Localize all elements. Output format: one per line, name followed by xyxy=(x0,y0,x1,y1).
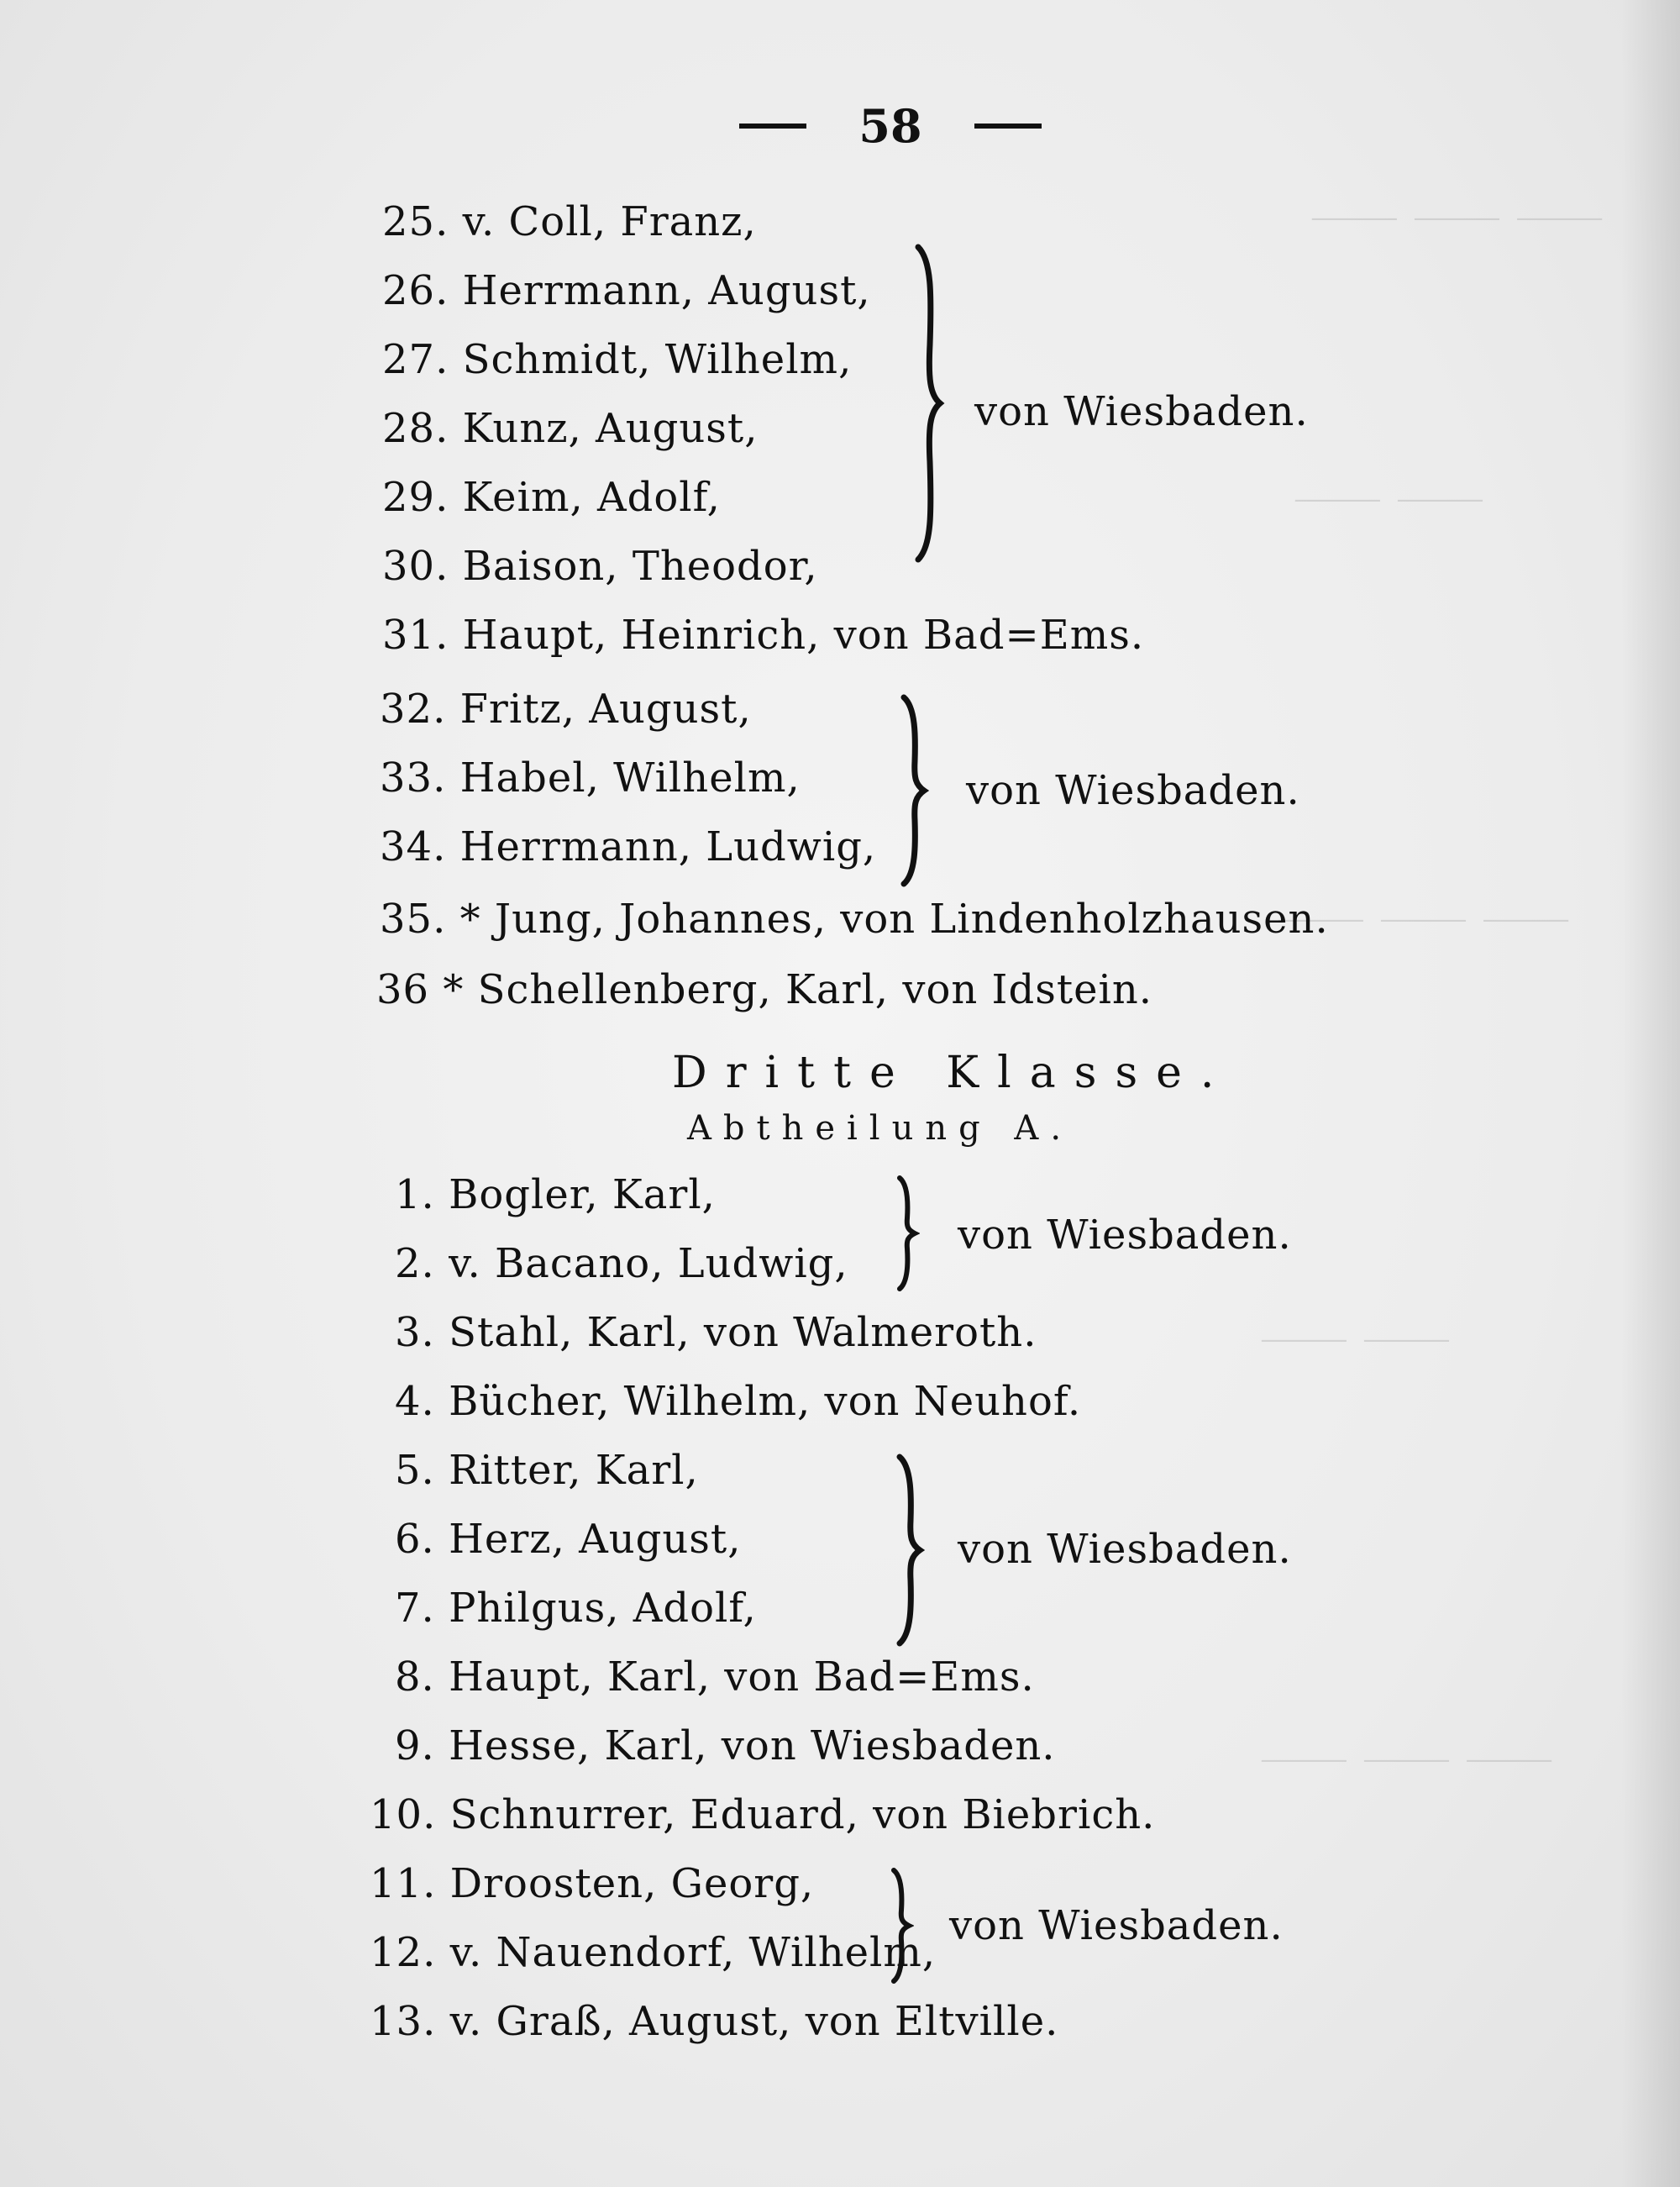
page-gutter-shadow xyxy=(1621,0,1680,2187)
list-item: 12. v. Nauendorf, Wilhelm, xyxy=(370,1929,937,1976)
section-subtitle: Abtheilung A. xyxy=(687,1109,1074,1148)
list-item: 5. Ritter, Karl, xyxy=(395,1447,699,1494)
list-item: 1. Bogler, Karl, xyxy=(395,1171,716,1218)
list-item: 29. Keim, Adolf, xyxy=(382,474,721,521)
list-item: 11. Droosten, Georg, xyxy=(370,1860,815,1907)
list-item: 33. Habel, Wilhelm, xyxy=(380,754,801,802)
list-item: 7. Philgus, Adolf, xyxy=(395,1585,757,1632)
list-item: 25. v. Coll, Franz, xyxy=(382,198,757,245)
list-item: 34. Herrmann, Ludwig, xyxy=(380,823,877,870)
list-item: 36 * Schellenberg, Karl, von Idstein. xyxy=(376,966,1153,1013)
brace-icon xyxy=(889,1867,914,1985)
list-item: 35. * Jung, Johannes, von Lindenholzhausen. xyxy=(380,896,1329,943)
list-item: 3. Stahl, Karl, von Walmeroth. xyxy=(395,1309,1037,1356)
list-item: 27. Schmidt, Wilhelm, xyxy=(382,336,853,383)
list-item: 31. Haupt, Heinrich, von Bad=Ems. xyxy=(382,612,1145,659)
list-item: 30. Baison, Theodor, xyxy=(382,543,818,590)
brace-icon xyxy=(899,694,929,887)
list-item: 2. v. Bacano, Ludwig, xyxy=(395,1240,848,1287)
list-item: 6. Herz, August, xyxy=(395,1516,742,1563)
list-item: 8. Haupt, Karl, von Bad=Ems. xyxy=(395,1653,1035,1701)
section-title: Dritte Klasse. xyxy=(672,1048,1233,1098)
brace-icon xyxy=(911,244,945,563)
list-item: 10. Schnurrer, Eduard, von Biebrich. xyxy=(370,1791,1156,1838)
group-label: von Wiesbaden. xyxy=(949,1902,1284,1949)
group-label: von Wiesbaden. xyxy=(958,1212,1292,1259)
group-label: von Wiesbaden. xyxy=(966,767,1300,814)
page-header xyxy=(739,92,1042,160)
brace-icon xyxy=(895,1454,925,1647)
list-item: 28. Kunz, August, xyxy=(382,405,759,452)
group-label: von Wiesbaden. xyxy=(974,388,1309,435)
list-item: 26. Herrmann, August, xyxy=(382,267,871,314)
header-dash-right xyxy=(974,124,1042,129)
brace-icon xyxy=(895,1175,920,1292)
list-item: 13. v. Graß, August, von Eltville. xyxy=(370,1998,1059,2045)
list-item: 32. Fritz, August, xyxy=(380,686,752,733)
header-dash-left xyxy=(739,124,806,129)
group-label: von Wiesbaden. xyxy=(958,1526,1292,1573)
list-item: 4. Bücher, Wilhelm, von Neuhof. xyxy=(395,1378,1082,1425)
list-item: 9. Hesse, Karl, von Wiesbaden. xyxy=(395,1722,1056,1769)
page-number: 58 xyxy=(858,99,922,153)
